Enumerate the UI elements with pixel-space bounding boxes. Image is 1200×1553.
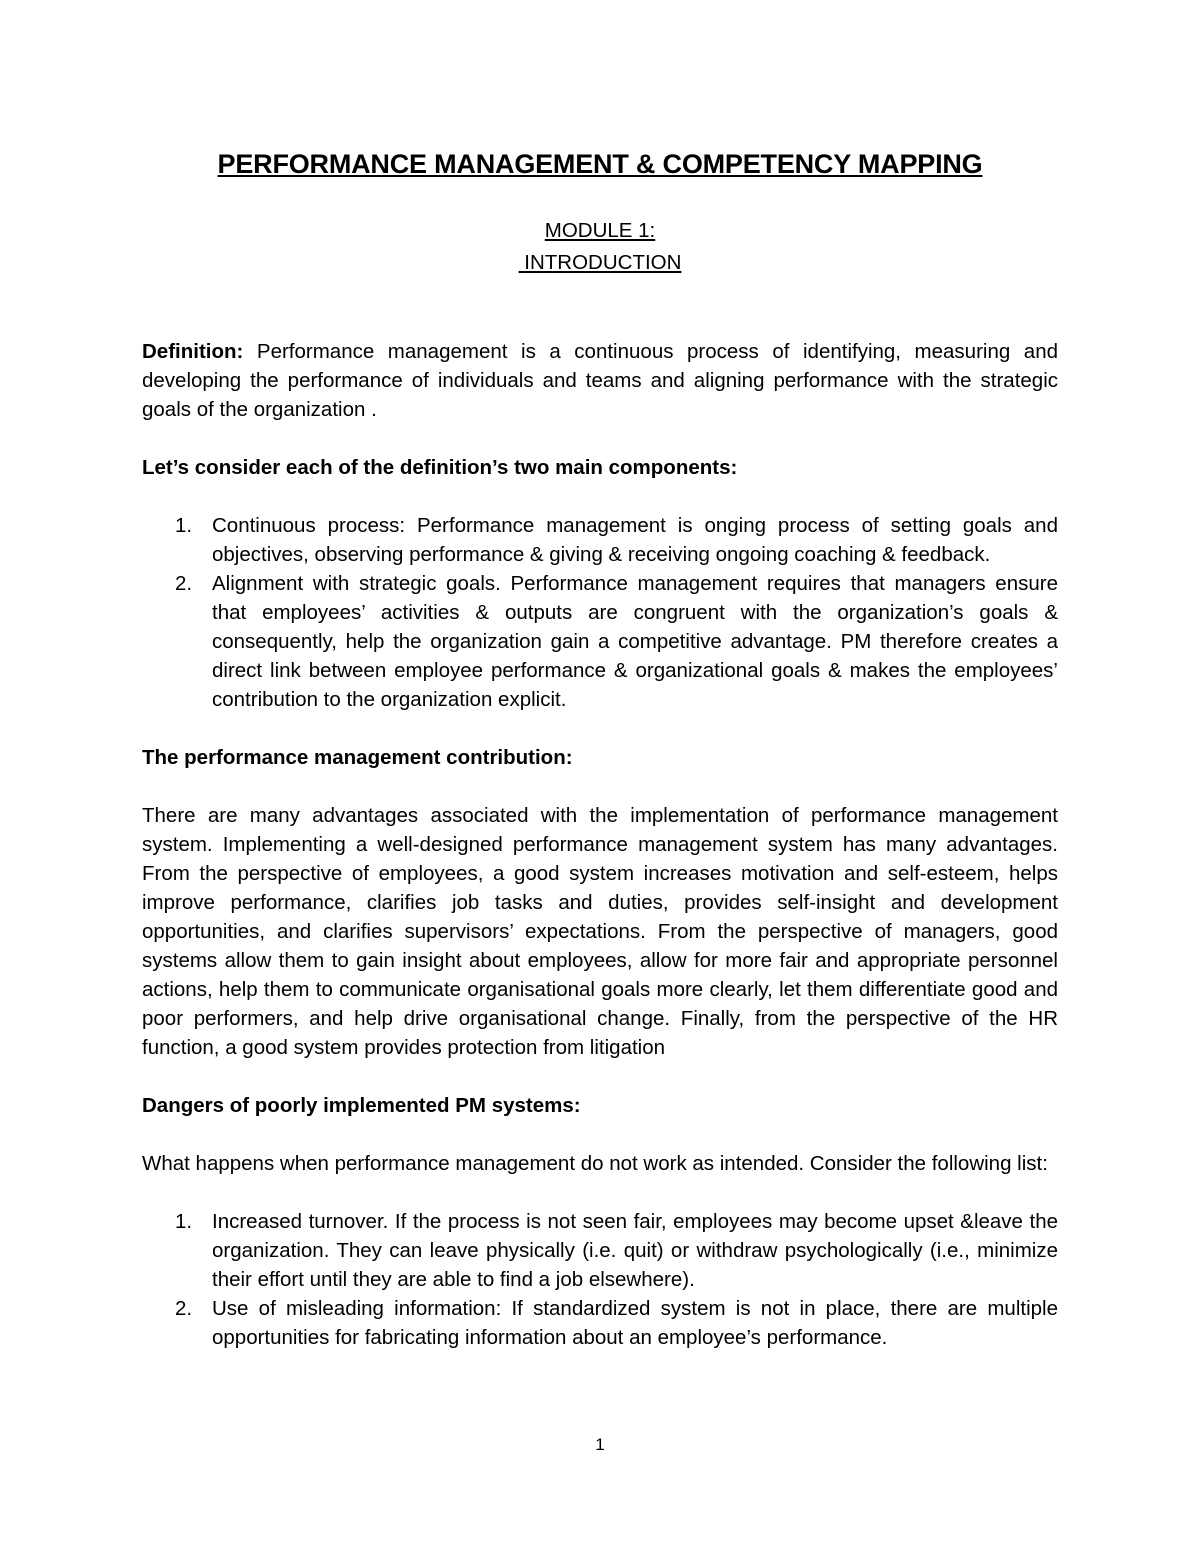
list-item (142, 1207, 1058, 1294)
list-item (142, 511, 1058, 569)
module-name: INTRODUCTION (524, 251, 682, 274)
list-item (142, 1294, 1058, 1352)
dangers-intro: What happens when performance management do not work as intended. Consider the following list: (142, 1152, 1048, 1175)
components-list (142, 511, 1058, 714)
list-item-number: 2. (175, 572, 193, 595)
list-item-text: Increased turnover. If the process is not seen fair, employees may become upset &leave the organization. They can leave physically (i.e. quit) or withdraw psychologically (i.e., minimize their effort until they are able to find a job elsewhere). (212, 1210, 1058, 1291)
definition-text: Performance management is a continuous process of identifying, measuring and developing the performance of individuals and teams and aligning performance with the strategic goals of the organization . (142, 340, 1059, 421)
list-item-text: Use of misleading information: If standardized system is not in place, there are multiple opportunities for fabricating information about an employee’s performance. (212, 1297, 1058, 1349)
list-item (142, 569, 1058, 714)
module-label: MODULE 1: (544, 219, 656, 242)
contribution-heading: The performance management contribution: (142, 746, 573, 769)
page-number: 1 (595, 1435, 605, 1454)
definition-label: Definition: (142, 340, 244, 363)
dangers-heading: Dangers of poorly implemented PM systems: (142, 1094, 581, 1117)
definition-paragraph (142, 337, 1058, 424)
document-title: PERFORMANCE MANAGEMENT & COMPETENCY MAPPING (217, 149, 983, 179)
contribution-paragraph: There are many advantages associated with the implementation of performance management system. Implementing a well-designed performance management system has many advantages. From the perspective of employees, a good system increases motivation and self-esteem, helps improve performance, clarifies job tasks and duties, provides self-insight and development opportunities, and clarifies supervisors’ expectations. From the perspective of managers, good systems allow them to gain insight about employees, allow for more fair and appropriate personnel actions, help them to communicate organisational goals more clearly, let them differentiate good and poor performers, and help drive organisational change. Finally, from the perspective of the HR function, a good system provides protection from litigation (142, 804, 1058, 1059)
list-item-number: 2. (175, 1297, 193, 1320)
list-item-text: Alignment with strategic goals. Performance management requires that managers ensure that employees’ activities & outputs are congruent with the organization’s goals & consequently, help the organization gain a competitive advantage. PM therefore creates a direct link between employee performance & organizational goals & makes the employees’ contribution to the organization explicit. (212, 572, 1058, 711)
components-heading: Let’s consider each of the definition’s two main components: (142, 456, 738, 479)
list-item-number: 1. (175, 1210, 193, 1233)
list-item-number: 1. (175, 514, 193, 537)
dangers-list (142, 1207, 1058, 1352)
list-item-text: Continuous process: Performance management is onging process of setting goals and objectives, observing performance & giving & receiving ongoing coaching & feedback. (212, 514, 1058, 566)
page-content (142, 140, 1058, 1352)
